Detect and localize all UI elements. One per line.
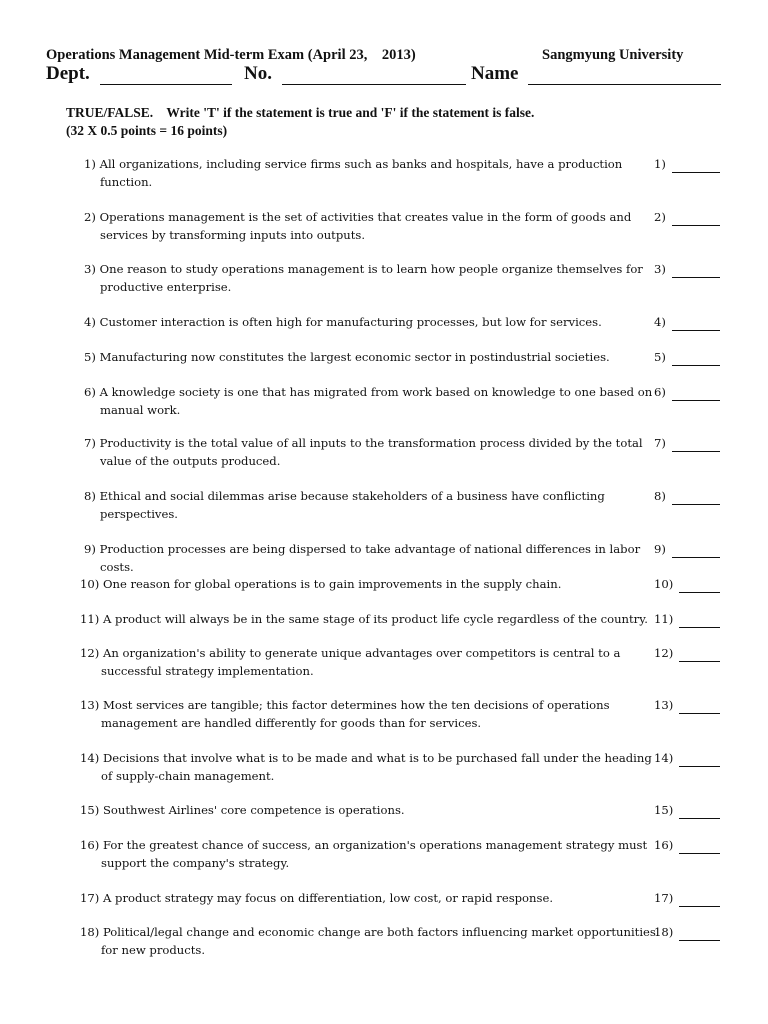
- answer-blank[interactable]: [672, 492, 720, 505]
- question-number: 12): [80, 646, 100, 660]
- name-label: Name: [471, 63, 519, 84]
- answer-blank[interactable]: [679, 649, 720, 662]
- question-statement: A product strategy may focus on differentiation, low cost, or rapid response.: [102, 891, 554, 905]
- answer-field: [654, 889, 720, 907]
- answer-blank[interactable]: [672, 545, 720, 558]
- question-number: 2): [84, 210, 96, 224]
- exam-title: Operations Management Mid-term Exam (April 23, 2013): [46, 47, 416, 63]
- answer-number: 18): [654, 925, 674, 939]
- question-statement: A product will always be in the same stage of its product life cycle regardless of the country.: [102, 612, 648, 626]
- question-statement: Most services are tangible; this factor determines how the ten decisions of operations management are handled differently for goods than for services.: [101, 698, 610, 730]
- question-statement: One reason for global operations is to gain improvements in the supply chain.: [102, 577, 562, 591]
- name-input-line[interactable]: [528, 67, 721, 85]
- answer-blank[interactable]: [679, 615, 720, 628]
- answer-field: [654, 696, 720, 714]
- question-statement: Production processes are being dispersed to take advantage of national differences in labor costs.: [99, 542, 641, 574]
- answer-field: [654, 348, 720, 366]
- answer-number: 2): [654, 210, 666, 224]
- answer-number: 3): [654, 262, 666, 276]
- answer-blank[interactable]: [679, 754, 720, 767]
- question-text: [84, 383, 656, 419]
- question-statement: Political/legal change and economic change are both factors influencing market opportunities for new products.: [101, 925, 656, 957]
- question-statement: Productivity is the total value of all inputs to the transformation process divided by the total value of the outputs produced.: [99, 436, 643, 468]
- question-statement: An organization's ability to generate unique advantages over competitors is central to a successful strategy implementation.: [101, 646, 621, 678]
- question-statement: Decisions that involve what is to be made and what is to be purchased fall under the heading of supply-chain management.: [101, 751, 652, 783]
- question-statement: All organizations, including service firms such as banks and hospitals, have a production function.: [99, 157, 623, 189]
- answer-number: 12): [654, 646, 674, 660]
- question-number: 5): [84, 350, 96, 364]
- answer-number: 8): [654, 489, 666, 503]
- question-text: [84, 260, 656, 296]
- answer-field: [654, 749, 720, 767]
- question-statement: Manufacturing now constitutes the largest economic sector in postindustrial societies.: [99, 350, 610, 364]
- question-text: [84, 155, 656, 191]
- instructions-points: (32 X 0.5 points = 16 points): [66, 123, 228, 138]
- answer-field: [654, 644, 720, 662]
- question-text: [80, 575, 657, 593]
- question-number: 3): [84, 262, 96, 276]
- question-statement: Customer interaction is often high for manufacturing processes, but low for services.: [99, 315, 602, 329]
- name-field: [471, 63, 721, 85]
- answer-blank[interactable]: [679, 806, 720, 819]
- answer-number: 13): [654, 698, 674, 712]
- question-number: 17): [80, 891, 100, 905]
- no-label: No.: [244, 63, 272, 84]
- question-statement: For the greatest chance of success, an organization's operations management strategy must support the company's strategy.: [101, 838, 648, 870]
- question-text: [80, 749, 657, 785]
- question-statement: One reason to study operations management is to learn how people organize themselves for productive enterprise.: [99, 262, 643, 294]
- answer-blank[interactable]: [672, 353, 720, 366]
- question-number: 15): [80, 803, 100, 817]
- answer-blank[interactable]: [672, 318, 720, 331]
- answer-field: [654, 487, 720, 505]
- instructions: [66, 104, 534, 140]
- answer-number: 5): [654, 350, 666, 364]
- answer-number: 6): [654, 385, 666, 399]
- student-no-input-line[interactable]: [282, 67, 466, 85]
- answer-field: [654, 540, 720, 558]
- answer-field: [654, 155, 720, 173]
- question-number: 9): [84, 542, 96, 556]
- question-number: 4): [84, 315, 96, 329]
- question-statement: A knowledge society is one that has migrated from work based on knowledge to one based on manual work.: [99, 385, 653, 417]
- question-text: [80, 923, 657, 959]
- answer-number: 11): [654, 612, 674, 626]
- answer-field: [654, 923, 720, 941]
- question-text: [84, 208, 656, 244]
- question-text: [80, 696, 657, 732]
- question-text: [80, 801, 657, 819]
- answer-field: [654, 801, 720, 819]
- question-text: [80, 610, 657, 628]
- answer-field: [654, 260, 720, 278]
- answer-blank[interactable]: [672, 439, 720, 452]
- answer-blank[interactable]: [672, 388, 720, 401]
- question-statement: Ethical and social dilemmas arise because stakeholders of a business have conflicting perspectives.: [99, 489, 605, 521]
- answer-number: 1): [654, 157, 666, 171]
- answer-field: [654, 434, 720, 452]
- dept-field: [46, 63, 232, 85]
- question-number: 13): [80, 698, 100, 712]
- question-text: [84, 434, 656, 470]
- question-text: [84, 348, 656, 366]
- question-statement: Operations management is the set of activities that creates value in the form of goods and services by transforming inputs into outputs.: [99, 210, 632, 242]
- question-text: [84, 487, 656, 523]
- question-text: [80, 836, 657, 872]
- question-number: 18): [80, 925, 100, 939]
- answer-blank[interactable]: [672, 265, 720, 278]
- question-number: 8): [84, 489, 96, 503]
- answer-number: 15): [654, 803, 674, 817]
- question-number: 16): [80, 838, 100, 852]
- answer-number: 16): [654, 838, 674, 852]
- question-number: 14): [80, 751, 100, 765]
- answer-blank[interactable]: [679, 580, 720, 593]
- dept-label: Dept.: [46, 63, 90, 84]
- instructions-line-1: TRUE/FALSE. Write 'T' if the statement is true and 'F' if the statement is false.: [66, 105, 535, 120]
- answer-field: [654, 836, 720, 854]
- question-text: [84, 540, 656, 576]
- question-statement: Southwest Airlines' core competence is operations.: [102, 803, 405, 817]
- answer-number: 17): [654, 891, 674, 905]
- answer-blank[interactable]: [679, 701, 720, 714]
- answer-blank[interactable]: [679, 894, 720, 907]
- answer-field: [654, 208, 720, 226]
- answer-blank[interactable]: [679, 928, 720, 941]
- answer-blank[interactable]: [672, 160, 720, 173]
- student-no-field: [244, 63, 466, 85]
- question-number: 1): [84, 157, 96, 171]
- question-number: 6): [84, 385, 96, 399]
- answer-number: 7): [654, 436, 666, 450]
- question-number: 7): [84, 436, 96, 450]
- answer-field: [654, 383, 720, 401]
- answer-blank[interactable]: [679, 841, 720, 854]
- answer-field: [654, 313, 720, 331]
- question-number: 11): [80, 612, 100, 626]
- question-number: 10): [80, 577, 100, 591]
- answer-field: [654, 575, 720, 593]
- answer-number: 14): [654, 751, 674, 765]
- university-name: Sangmyung University: [542, 47, 684, 63]
- answer-number: 9): [654, 542, 666, 556]
- answer-number: 10): [654, 577, 674, 591]
- answer-field: [654, 610, 720, 628]
- dept-input-line[interactable]: [100, 67, 232, 85]
- question-text: [80, 889, 657, 907]
- answer-blank[interactable]: [672, 213, 720, 226]
- question-text: [84, 313, 656, 331]
- answer-number: 4): [654, 315, 666, 329]
- question-text: [80, 644, 657, 680]
